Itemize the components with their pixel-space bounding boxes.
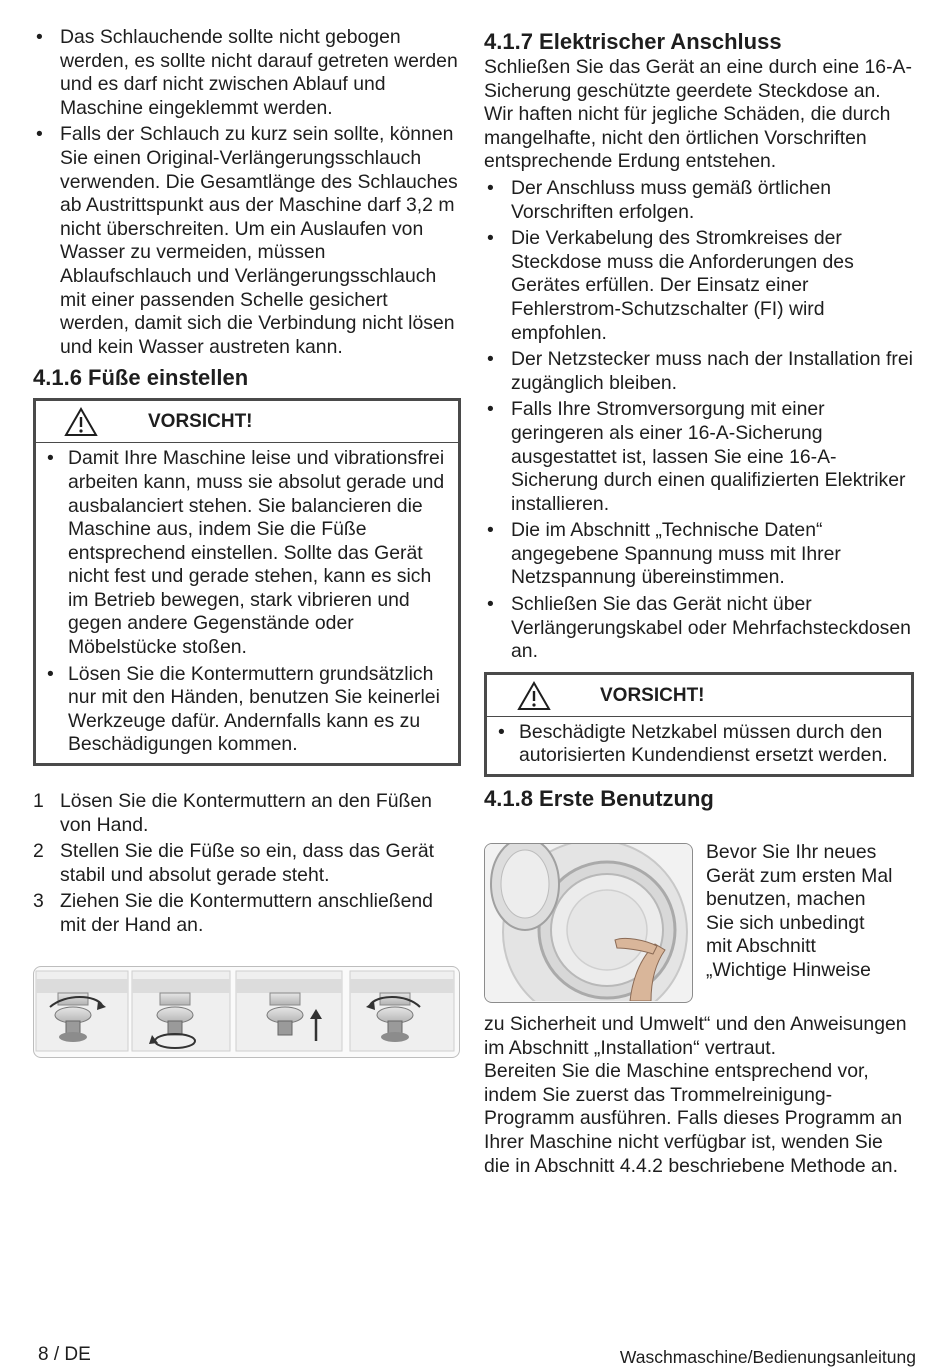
electrical-bullet-list <box>484 177 914 664</box>
page-number: 8 / DE <box>38 1344 91 1365</box>
machine-door-drawing <box>485 844 691 1001</box>
caution-box-electrical <box>484 672 914 777</box>
list-item: • Damit Ihre Maschine leise und vibrationsfrei arbeiten kann, muss sie absolut gerade und ausbalanciert stehen. Sie balancieren die Maschine aus, indem Sie die Füße entsprechend einstellen. Sollte das Gerät nicht fest und gerade stehen, kann es sich im Betrieb bewegen, stark vibrieren und gegen andere Gegenstände oder Möbelstücke stoßen. <box>46 447 450 659</box>
list-item: • Falls Ihre Stromversorgung mit einer geringeren als einer 16-A-Sicherung ausgestattet ist, lassen Sie eine 16-A-Sicherung durch einen qualifizierten Elektriker installieren. <box>484 398 914 516</box>
text-line: Bevor Sie Ihr neues <box>706 841 877 863</box>
feet-adjustment-illustration <box>33 966 460 1058</box>
list-item: • Beschädigte Netzkabel müssen durch den autorisierten Kundendienst ersetzt werden. <box>497 721 903 768</box>
list-item: • Schließen Sie das Gerät nicht über Verlängerungskabel oder Mehrfachsteckdosen an. <box>484 593 914 664</box>
list-item: • Die im Abschnitt „Technische Daten“ angegebene Spannung muss mit Ihrer Netzspannung übereinstimmen. <box>484 519 914 590</box>
right-column <box>484 28 914 813</box>
text-line: mit Abschnitt <box>706 935 816 958</box>
list-item: • Falls der Schlauch zu kurz sein sollte, können Sie einen Original-Verlängerungsschlauch verwenden. Die Gesamtlänge des Schlauches ab Austrittspunkt aus der Maschine darf 3,2 m nicht überschreiten. Um ein Auslaufen von Wasser zu vermeiden, müssen Ablaufschlauch und Verlängerungsschlauch mit einer passenden Schelle gesichert werden, damit sich die Verbindung nicht lösen und kein Wasser austreten kann. <box>33 123 461 359</box>
washing-machine-door-illustration <box>484 843 693 1003</box>
feet-illustration-drawing <box>34 967 458 1056</box>
step-item: 1 Lösen Sie die Kontermuttern an den Füßen von Hand. <box>33 790 432 836</box>
caution-box-feet <box>33 398 461 766</box>
warning-triangle-icon <box>64 407 98 437</box>
caution-header <box>487 675 911 717</box>
step-item: 3 Ziehen Sie die Kontermuttern anschließend mit der Hand an. <box>33 890 433 936</box>
caution-label: VORSICHT! <box>148 411 253 433</box>
text-line: benutzen, machen <box>706 888 866 911</box>
step-item: 2 Stellen Sie die Füße so ein, dass das Gerät stabil und absolut gerade steht. <box>33 840 435 886</box>
adjust-steps-list <box>33 790 461 938</box>
caution-bullet-list <box>36 443 458 763</box>
section-heading-418: 4.1.8 Erste Benutzung <box>484 786 714 812</box>
first-use-paragraph-2: Bereiten Sie die Maschine entsprechend vor, indem Sie zuerst das Trommelreinigung-Programm ausführen. Falls dieses Programm an Ihrer Maschine nicht verfügbar ist, wenden Sie die in Abschnitt 4.4.2 beschriebene Methode an. <box>484 1060 903 1177</box>
caution-label: VORSICHT! <box>600 684 705 706</box>
caution-header <box>36 401 458 443</box>
warning-triangle-icon <box>517 681 551 711</box>
first-use-paragraph-1: zu Sicherheit und Umwelt“ und den Anweisungen im Abschnitt „Installation“ vertraut. <box>484 1013 907 1059</box>
list-item: • Lösen Sie die Kontermuttern grundsätzlich nur mit den Händen, benutzen Sie keinerlei Werkzeuge dafür. Andernfalls kann es zu Beschädigungen kommen. <box>46 663 450 757</box>
list-item: • Das Schlauchende sollte nicht gebogen werden, es sollte nicht darauf getreten werden und es darf nicht zwischen Ablauf und Maschine eingeklemmt werden. <box>33 26 461 120</box>
list-item: • Der Netzstecker muss nach der Installation frei zugänglich bleiben. <box>484 348 914 395</box>
electrical-intro-paragraph: Schließen Sie das Gerät an eine durch eine 16-A-Sicherung geschützte geerdete Steckdose an. Wir haften nicht für jegliche Schäden, die durch mangelhafte, nicht den örtlichen Vorschriften entsprechende Erdung entstehen. <box>484 56 912 173</box>
left-column <box>33 26 461 941</box>
text-line: Gerät zum ersten Mal <box>706 864 893 887</box>
text-line: Sie sich unbedingt <box>706 911 865 934</box>
list-item: • Die Verkabelung des Stromkreises der Steckdose muss die Anforderungen des Gerätes erfüllen. Der Einsatz einer Fehlerstrom-Schutzschalter (FI) wird empfohlen. <box>484 227 914 345</box>
footer-document-title: Waschmaschine/Bedienungsanleitung <box>619 1347 916 1367</box>
text-line: „Wichtige Hinweise <box>706 958 871 981</box>
section-heading-417: 4.1.7 Elektrischer Anschluss <box>484 29 782 54</box>
section-heading-416: 4.1.6 Füße einstellen <box>33 365 249 391</box>
hose-bullet-list <box>33 26 461 359</box>
list-item: • Der Anschluss muss gemäß örtlichen Vorschriften erfolgen. <box>484 177 914 224</box>
caution-bullet-list <box>487 717 911 774</box>
first-use-beside-image-text <box>706 841 916 983</box>
first-use-continuation <box>484 1013 914 1178</box>
